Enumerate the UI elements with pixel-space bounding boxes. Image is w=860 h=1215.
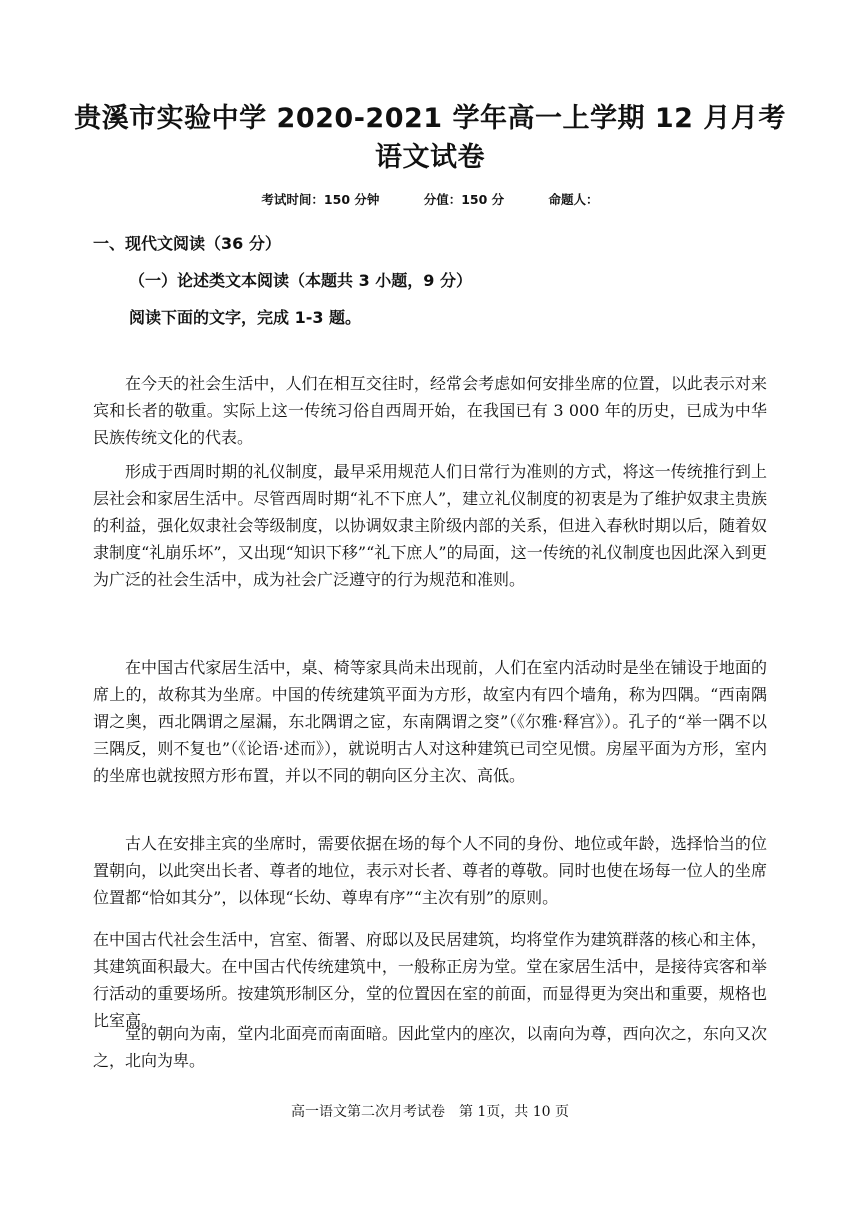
paragraph-3: 在中国古代家居生活中，桌、椅等家具尚未出现前，人们在室内活动时是坐在铺设于地面的席上的，故称其为坐席。中国的传统建筑平面为方形，故室内有四个墙角，称为四隅。“西南隅谓之奥，西北隅谓之屋漏，东北隅谓之宧，东南隅谓之窔”（《尔雅·释宫》）。孔子的“举一隅不以三隅反，则不复也”（《论语·述而》），就说明古人对这种建筑已司空见惯。房屋平面为方形，室内的坐席也就按照方形布置，并以不同的朝向区分主次、高低。 — [93, 658, 767, 785]
paragraph-5: 在中国古代社会生活中，宫室、衙署、府邸以及民居建筑，均将堂作为建筑群落的核心和主体，其建筑面积最大。在中国古代传统建筑中，一般称正房为堂。堂在家居生活中，是接待宾客和举行活动的重要场所。按建筑形制区分，堂的位置因在室的前面，而显得更为突出和重要，规格也比室高。 — [93, 930, 767, 1030]
paragraph-4: 古人在安排主宾的坐席时，需要依据在场的每个人不同的身份、地位或年龄，选择恰当的位置朝向，以此突出长者、尊者的地位，表示对长者、尊者的尊敬。同时也使在场每一位人的坐席位置都“恰如其分”，以体现“长幼、尊卑有序”“主次有别”的原则。 — [93, 834, 767, 907]
reading-instruction: 阅读下面的文字，完成 1-3 题。 — [129, 308, 362, 327]
exam-title: 贵溪市实验中学 2020-2021 学年高一上学期 12 月月考 — [74, 103, 786, 134]
section-heading: 一、现代文阅读（36 分） — [93, 234, 281, 253]
exam-time: 考试时间：150 分钟 — [261, 192, 380, 207]
exam-score: 分值：150 分 — [423, 192, 505, 207]
exam-meta — [0, 190, 860, 208]
paragraph-6: 堂的朝向为南，堂内北面亮而南面暗。因此堂内的座次，以南向为尊，西向次之，东向又次之，北向为卑。 — [93, 1024, 767, 1070]
page-footer: 高一语文第二次月考试卷 第 1页，共 10 页 — [290, 1104, 570, 1120]
exam-author: 命题人： — [548, 192, 599, 207]
paragraph-1: 在今天的社会生活中，人们在相互交往时，经常会考虑如何安排坐席的位置，以此表示对来宾和长者的敬重。实际上这一传统习俗自西周开始，在我国已有 3 000 年的历史，已成为中华民族传统文化的代表。 — [93, 374, 767, 447]
paragraph-2: 形成于西周时期的礼仪制度，最早采用规范人们日常行为准则的方式，将这一传统推行到上层社会和家居生活中。尽管西周时期“礼不下庶人”，建立礼仪制度的初衷是为了维护奴隶主贵族的利益，强化奴隶社会等级制度，以协调奴隶主阶级内部的关系，但进入春秋时期以后，随着奴隶制度“礼崩乐坏”，又出现“知识下移”“礼下庶人”的局面，这一传统的礼仪制度也因此深入到更为广泛的社会生活中，成为社会广泛遵守的行为规范和准则。 — [93, 462, 767, 589]
exam-subtitle: 语文试卷 — [375, 142, 485, 173]
subsection-heading: （一）论述类文本阅读（本题共 3 小题，9 分） — [129, 271, 472, 290]
